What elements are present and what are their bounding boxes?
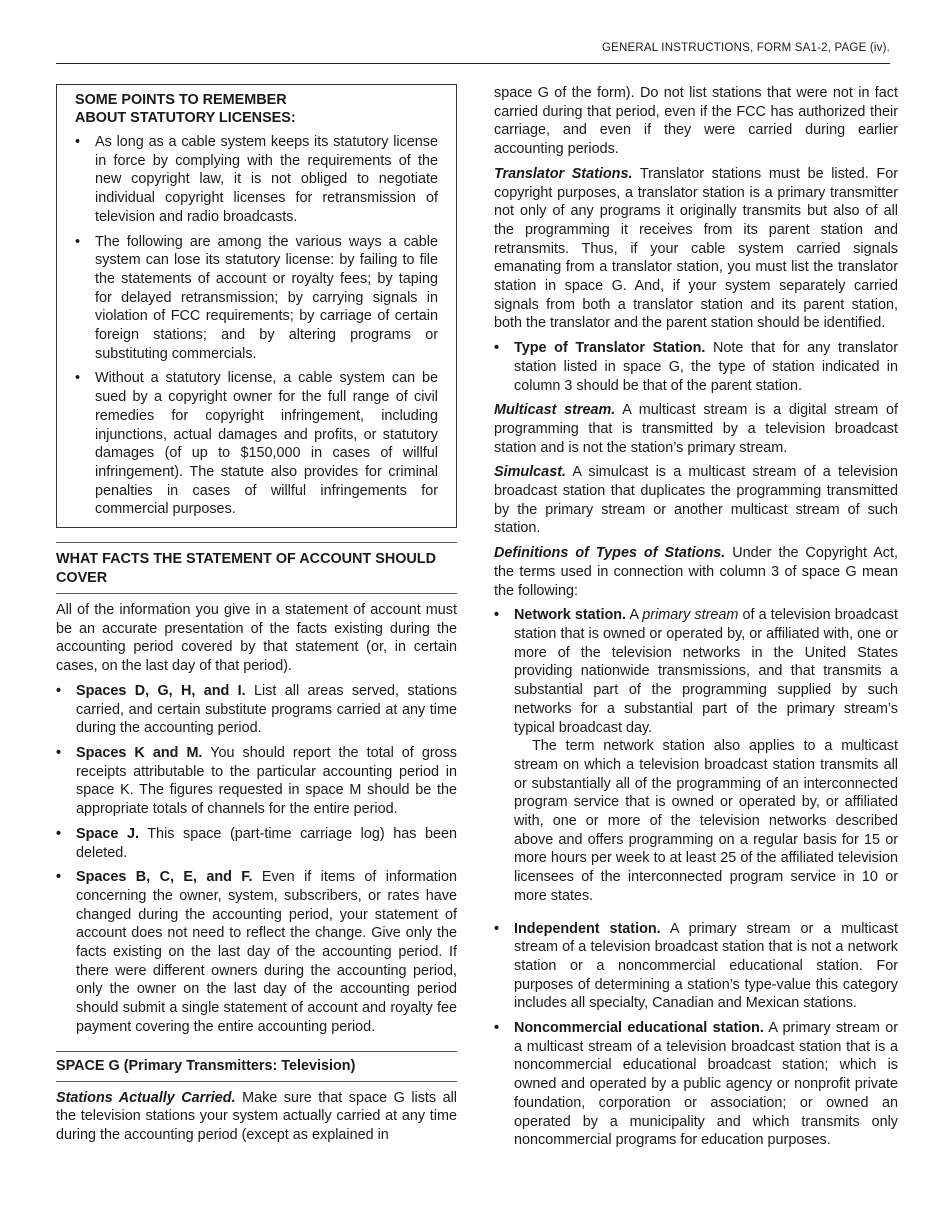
translator-bullet [494, 339, 898, 395]
bullet-text: A primary stream or a multicast stream of a television broadcast station that is not a network station or a noncommercial educational station. For purposes of determining a station’s type-value this category includes all specialty, Canadian and Mexican stations. [514, 920, 898, 1012]
space-g-heading: SPACE G (Primary Transmitters: Television) [56, 1057, 356, 1074]
bullet-text: This space (part-time carriage log) has been deleted. [76, 825, 457, 861]
bullet-lead: Spaces D, G, H, and I. [76, 682, 246, 699]
bullet-text: You should report the total of gross receipts attributable to the particular accounting period in space K. The figures requested in space M should be the appropriate totals of channels for the entire period. [76, 744, 458, 818]
paragraph-lead: Translator Stations. [494, 165, 633, 182]
multicast-paragraph [494, 401, 898, 457]
statutory-licenses-box [56, 84, 457, 528]
italic-term: primary stream [642, 607, 739, 624]
paragraph-text: A multicast stream is a digital stream of programming that is transmitted by a television broadcast station and is not the station’s primary stream. [494, 402, 898, 456]
independent-station-item [494, 920, 898, 1014]
station-types-list [494, 606, 898, 1150]
continued-paragraph: space G of the form). Do not list stations that were not in fact carried during that period, even if the FCC has authorized their carriage, and even if they were carried during earlier accounting periods. [494, 85, 898, 158]
facts-heading: WHAT FACTS THE STATEMENT OF ACCOUNT SHOULD COVER [56, 551, 436, 587]
box-bullet: • Without a statutory license, a cable system can be sued by a copyright owner for the full range of civil remedies for copyright infringement, including injunctions, actual damages and profits, or statutory damages (of up to $150,000 in cases of willful infringement). The statute also provides for criminal penalties in cases of willful infringements for commercial purposes. [75, 369, 438, 519]
simulcast-paragraph [494, 463, 898, 538]
section-rule [56, 1081, 457, 1082]
stations-carried-paragraph [56, 1089, 457, 1145]
paragraph-lead: Simulcast. [494, 464, 566, 481]
bullet-lead: Network station. [514, 607, 627, 624]
facts-bullet [56, 744, 457, 819]
page-header: GENERAL INSTRUCTIONS, FORM SA1-2, PAGE (iv). [601, 42, 890, 54]
paragraph-lead: Definitions of Types of Stations. [494, 545, 726, 562]
paragraph-lead: Stations Actually Carried. [56, 1089, 236, 1106]
box-bullet-list [75, 133, 438, 519]
bullet-lead: Spaces B, C, E, and F. [76, 869, 253, 886]
bullet-lead: Spaces K and M. [76, 744, 203, 761]
bullet-text: Even if items of information concerning the owner, system, subscribers, or rates have changed during the accounting period, your statement of account does not need to reflect the change. Give only the facts existing on the last day of the accounting period. If there were different owners during the accounting period, only the owner on the last day of the accounting period should submit a single statement of account and royalty fee payment covering the entire accounting period. [76, 869, 457, 1035]
header-rule [56, 63, 890, 64]
network-second-paragraph: The term network station also applies to a multicast stream on which a television broadcast station transmits all or substantially all of the programming of an interconnected program service that is owned or operated by, or affiliated with, one or more of the television networks described above and offers programming on a regular basis for 15 or more hours per week to at least 25 of the affiliated television licensees of the interconnected program service in 10 or more states. [514, 738, 898, 904]
facts-intro: All of the information you give in a statement of account must be an accurate presentation of the facts existing during the accounting period covered by that statement (or, in certain cases, on the last day of that period). [56, 602, 457, 675]
network-station-item [494, 606, 898, 905]
right-column [494, 84, 898, 1156]
bullet-lead: Noncommercial educational station. [514, 1020, 764, 1037]
bullet-lead: Space J. [76, 825, 139, 842]
facts-bullet [56, 825, 457, 862]
translator-bullet-list [494, 339, 898, 395]
section-rule [56, 593, 457, 594]
bullet-text: A [626, 607, 643, 624]
translator-paragraph [494, 165, 898, 333]
bullet-lead: Independent station. [514, 920, 661, 937]
paragraph-text: Make sure that space G lists all the television stations your system actually carried at any time during the accounting period (except as explained in [56, 1089, 457, 1143]
bullet-text: of a television broadcast station that is owned or operated by, or affiliated with, one or more of the television networks in the United States providing nationwide transmissions, and that transmits a substantial part of the programming supplied by such networks for a substantial part of the primary stream’s typical broadcast day. [514, 607, 898, 736]
paragraph-text: A simulcast is a multicast stream of a television broadcast station that duplicates the programming transmitted by the primary stream or another multicast stream of such station. [494, 464, 898, 537]
noncommercial-station-item [494, 1019, 898, 1150]
facts-bullet [56, 682, 457, 738]
box-bullet: • As long as a cable system keeps its statutory license in force by complying with the requirements of the new copyright law, it is not obliged to negotiate individual copyright licenses for retransmission of television and radio broadcasts. [75, 133, 438, 227]
bullet-text: A primary stream or a multicast stream of a television broadcast station that is a noncommercial educational broadcast station; which is owned and operated by a public agency or nonprofit private foundation, corporation or association; or owned an operated by a municipality and which transmits only noncommercial programs for education purposes. [514, 1020, 898, 1149]
definitions-paragraph [494, 544, 898, 600]
left-column [56, 84, 457, 1151]
paragraph-text: Translator stations must be listed. For copyright purposes, a translator station is a primary transmitter not only of any programs it originally transmits but also of all the programming it receives from its parent station and retransmits. Thus, if your cable system carried signals emanating from a translator station, you must list the translator station in space G. And, if your system separately carried signals from both a translator station and its parent station, both the translator and the parent station should be identified. [494, 165, 898, 332]
bullet-text: List all areas served, stations carried, and certain substitute programs carried at any time during the accounting period. [76, 682, 457, 737]
paragraph-lead: Multicast stream. [494, 402, 616, 419]
box-bullet: • The following are among the various ways a cable system can lose its statutory license: by failing to file the statements of account or royalty fees; by taping for delayed retransmission; by carrying signals in violation of FCC requirements; by carriage of certain foreign stations; and by altering programs or substituting commercials. [75, 233, 438, 364]
bullet-lead: Type of Translator Station. [514, 340, 706, 357]
facts-bullet-list [56, 682, 457, 1037]
box-title: SOME POINTS TO REMEMBER ABOUT STATUTORY LICENSES: [75, 92, 296, 126]
bullet-text: Note that for any translator station listed in space G, the type of station indicated in column 3 should be that of the parent station. [514, 340, 899, 394]
paragraph-text: Under the Copyright Act, the terms used in connection with column 3 of space G mean the following: [494, 545, 898, 599]
facts-bullet [56, 868, 457, 1036]
